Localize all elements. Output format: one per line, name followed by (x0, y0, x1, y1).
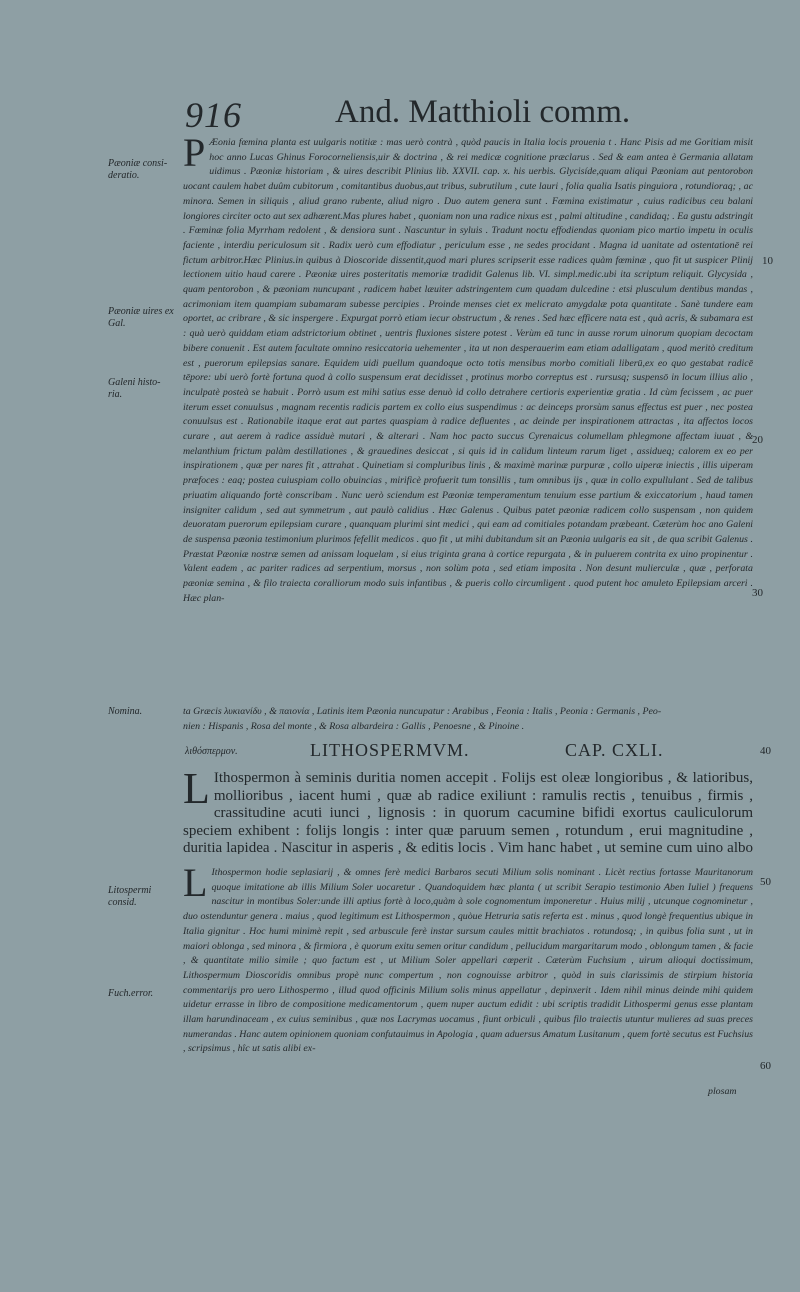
margin-note-lithospermi-consid: Litospermi consid. (108, 885, 152, 908)
line-number-20: 20 (752, 434, 763, 446)
paeonia-names-line: nien : Hispanis , Rosa del monte , & Rosa albardeira : Gallis , Penoesne , & Pinoine . (183, 720, 525, 732)
paeonia-commentary-text: Æonia fœmina planta est uulgaris notitiæ : mas uerò contrà , quòd paucis in Italia locis prouenia t . Hanc Pisis ad me Goritiam misit hoc anno Lucas Ghinus Forocorneliensis,uir & doctrina , & rei medicæ cognitione præclarus . Sed & eam antea è Germania allatam uidimus . Pæoniæ historiam , & uires describit Plinius lib. XXVII. cap. x. his uerbis. Glycisíde,quam aliqui Pæoniam aut pentorobon uocant caulem habet duûm cubitorum , comitantibus duobus,aut tribus, subrutilum , cute lauri , folia qualia Isatis pinguiora , rotundioraq; , ac minora. Semen in siliquis , aliud grano rubente, aliud nigro . Duo autem genera sunt . Fœmina existimatur , cuius radicibus ceu balani longiores circiter octo aut sex adhærent.Mas plures habet , quoniam non una radice nixus est , palmi altitudine , candidaq; . Ea gustu adstringit . Fœminæ folia Myrrham redolent , & densiora sunt . Nascuntur in syluis . Tradunt noctu effodiendas quoniam pico martio impetu in oculis faciente , interdiu periculosum sit . Radix uerò cum effodiatur , periculum esse , ne sedes procidant . Magna id uanitate ad ostentationē rei fictum arbitror.Hæc Plinius.in quibus à Dioscoride dissentit,quod mari plures scripserit esse radices quàm fœminæ , quo fit ut suspicer Plinij lectionem uitio haud carere . Pæoniæ uires posteritatis memoriæ tradidit Galenus lib. VI. simpl.medic.ubi ita scriptum reliquit. Glycysida , quam pentorobon , & pæoniam nuncupant , radicem habet læuiter adstringentem cum quadam dulcedine : etsi plusculum dentibus mandas , acrimoniam item quampiam subamaram subesse percipies . Proinde menses ciet ex melicrato amygdalæ pota quantitate . Sanè tundere eam oportet, ac cribrare , & sic inspergere . Expurgat porrò etiam iecur obstructum , & renes . Sed hæc efficere nata est , quà acris, & subamara est : quà uerò quiddam etiam adstrictorium obtinet , uentris fluxiones sistere potest . Verùm eā tunc in ausse rorum uinorum quopiam decoctam bibere conuenit . Est autem facultate omnino resiccatoria uehementer , ita ut non desperauerim eam etiam adalligatam , quod meritò creditum est , puerorum epilepsias sanare. Equidem uidi puellum quandoque octo totis mensibus morbo comitiali liberū,ex eo quo gestabat radicē tēpore: ubi uerò fortè fortuna quod à collo suspensum erat decidisset , protinus morbo correptus est . rursusq; suspensō in locum illius alio , inculpatè posteà se habuit . Porrò usum est mihi satius esse denuò id collo detrahere certioris experientiæ gratia . Id cùm fecissem , ac puer iterum esset conuulsus , magnam recentis radicis partem ex collo eius suspendimus : ac deinceps prorsùm sanus effectus est puer , nec postea conuulsus est . Rationabile itaque erat aut partes quaspiam à radice defluentes , ac deinde per inspirationem attractas , ita affectos locos curare , aut aerem à radice assiduè mutari , & alterari . Nam hoc pacto succus Cyrenaicus columellam phlegmone affectam iuuat , & melanthium frictum palàm destillationes , & grauedines desiccat , si quis id in calidum linteum rarum liget , assidueq; calorem ex eo per inspirationem , quæ per nares fit , attrahat . Quinetiam si compluribus linis , & maximè marinæ purpuræ , collo uiperæ iniectis , illis uiperam præfoces : eaq; postea cuiuspiam collo obuincias , mirificè profuerit tum tonsillis , tum omnibus ijs , quæ in collo expullulant . Sed de talibus priuatim aliquando fortè conscribam . Nunc uerò sciendum est Pæoniæ temperamentum tenuium esse partium & exiccatorium , haud tamen insigniter calidum , sed aut symmetrum , aut paulò calidius . Hæc Galenus . Quibus patet pæoniæ radicem collo suspensam , non quidem deuoratam puerorum epilepsiam curare , quanquam plurimi sint medici , qui eam ad comitiales potandam præbeant. Cæterùm hoc ano Galeni de suspensa pæonia testimonium plurimos fefellit medicos . quo fit , ut mihi dubitandum sit an Pæonia uulgaris ea sit , de qua scribit Galenus . Præstat Pæoniæ nostræ semen ad anissam loquelam , si eius triginta grana à cortice repurgata , & in puluerem contrita ex uino propinentur . Valent eadem , ac pariter radices ad serpentium, morsus , non solùm pota , sed etiam imposita . Non desunt mulierculæ , quæ , perforata pæoniæ semina , & filo traiecta coralliorum modo suis infantibus , & pueris collo circumligent . quod putent hoc amuleto Epilepsiam arceri . Hæc plan- (183, 137, 753, 604)
margin-note-paeoniae-vires: Pæoniæ uires ex Gal. (108, 306, 174, 329)
line-number-10: 10 (762, 255, 773, 267)
dioscorides-text (183, 770, 753, 854)
lithospermum-commentary-text: Ithospermon hodie seplasiarij , & omnes ferè medici Barbaros secuti Milium solis nominant . Licèt rectius fortasse Mauritanorum quoque imitatione ab illis Milium Soler uocaretur . Quandoquidem hæc planta ( ut scribit Serapio testimonio Aben Iuliel ) frequens nascitur in montibus Soler:unde illi aptius fortè à loco,quàm à sole cognomentum imponeretur . Huius milij , utcunque cognominetur , duo ostenduntur genera . maius , quod legitimum est Lithospermon , quòue Hetruria satis referta est . minus , quod longè frequentius ubique in Italia gignitur . Hoc humi minimè repit , sed arbuscule ferè instar sursum caules mittit brachiatos . rotundosq; , in quibus folia sunt , ut in maiori oblonga , sed minora , & firmiora , è quorum exitu semen oritur candidum , pellucidum margaritarum modo , oblongum tamen , & facie , & quantitate milio simile ; quo factum est , ut Milium Soler appellari cœperit . Cæterùm Fuchsium , uirum alioqui doctissimum, Lithospermum Dioscoridis omnibus propè nunc compertum , non cognouisse arbitror , quòd in suis clarissimis de stirpium historia commentarijs pro uero Lithospermo , illud quod officinis Milium solis minus appellatur , depinxerit . Idem nihil minus deinde mihi quidem uidetur errasse in libro de compositione medicamentorum , quem nuper auctum edidit : ubi scriptis tradidit Lithospermi genus esse plantam illam harundinaceam , ex cuius seminibus , quæ nos Lacrymas uocamus , fiunt orbiculi , quibus filo traiectis utuntur mulieres ad suas preces numerandas . Hanc autem opinionem quoniam confutauimus in Apologia , quam aduersus Amatum Lusitanum , quem fortè secutus est Fuchsius , scripsimus , hîc ut satis alibi ex- (183, 867, 753, 1055)
drop-capital: L (183, 770, 210, 813)
paeonia-names-block (183, 705, 753, 735)
running-title: And. Matthioli comm. (335, 94, 631, 130)
line-number-60: 60 (760, 1060, 771, 1072)
line-number-30: 30 (752, 587, 763, 599)
page-number: 916 (185, 95, 242, 135)
margin-note-fuch-error: Fuch.error. (108, 988, 154, 999)
line-number-40: 40 (760, 745, 771, 757)
chapter-number: CAP. CXLI. (565, 740, 664, 760)
dioscorides-text-body: Ithospermon à seminis duritia nomen accepit . Folijs est oleæ longioribus , & latioribus, mollioribus , iacent humi , quæ ab radice exiliunt : ramulis rectis , tenuibus , firmis , crassitudine acuti iunci , lignosis : in quorum cacumine bifidi exortus cauliculorum speciem exhibent : folijs longis : inter quæ paruum semen , rotundum , erui magnitudine , duritia lapidea . Nascitur in asperis , & editis locis . Vim hanc habet , ut semine cum uino albo (183, 770, 753, 854)
margin-note-galeni-historia: Galeni histo-ria. (108, 377, 161, 400)
chapter-title: LITHOSPERMVM. (310, 740, 470, 760)
margin-note-paeoniae-consideratio: Pæoniæ consi-deratio. (108, 158, 168, 181)
chapter-greek-name: λιθόσπερμον. (185, 746, 238, 757)
drop-capital: P (183, 136, 206, 175)
paeonia-commentary (183, 136, 753, 704)
paeonia-names-line: ta Græcis λυκιανίδυ , & παιονία , Latinis item Pæonia nuncupatur : Arabibus , Feonia : Italis , Peonia : Germanis , Peo- (183, 706, 662, 717)
margin-note-nomina: Nomina. (108, 706, 143, 717)
lithospermum-commentary (183, 866, 753, 1080)
chapter-heading (185, 740, 765, 762)
drop-capital: L (183, 866, 208, 905)
catchword: plosam (708, 1086, 737, 1097)
line-number-50: 50 (760, 876, 771, 888)
